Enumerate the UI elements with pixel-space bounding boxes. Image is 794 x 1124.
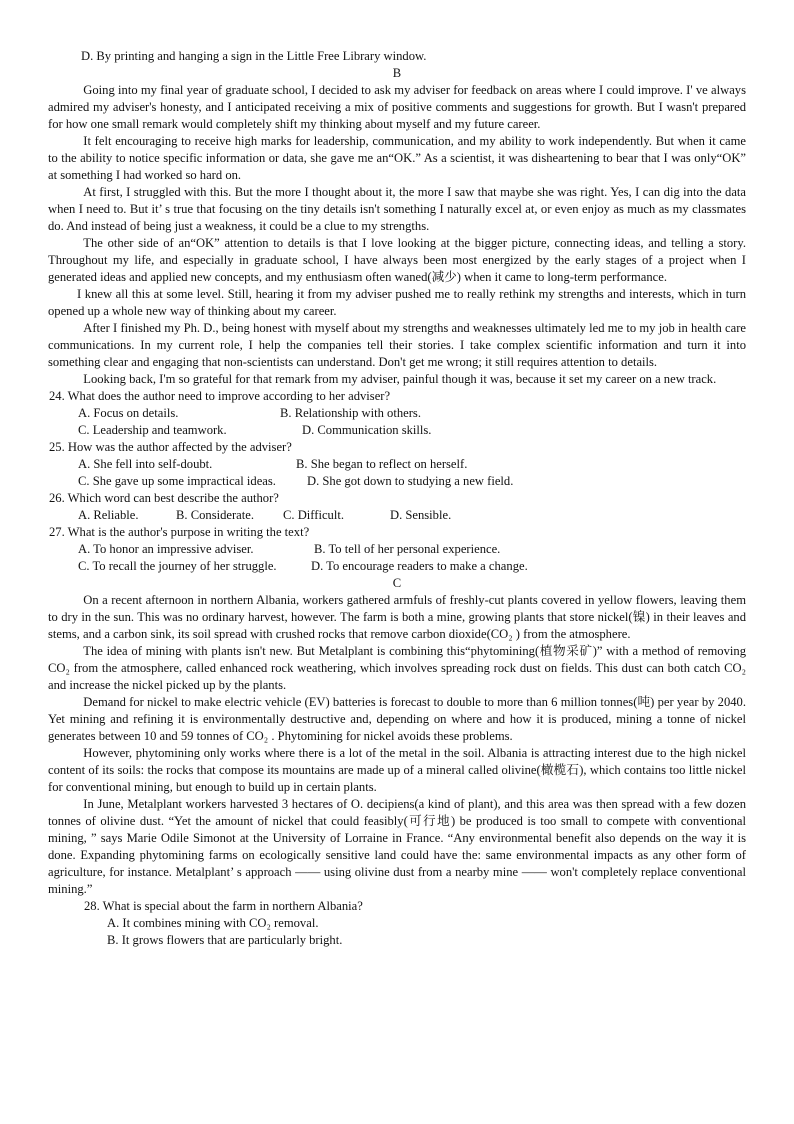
passage-c-heading: C — [392, 576, 402, 590]
passage-c-paragraph-2: The idea of mining with plants isn't new. But Metalplant is combining this“phytomining(植物采矿)” with a method of removing CO₂ from the atmosphere, called enhanced rock weathering, which involves spreading rock dust on fields. This dust can both catch CO₂ and increase the nickel picked up by the plants. — [48, 644, 746, 692]
passage-b-paragraph-1: Going into my final year of graduate school, I decided to ask my adviser for feedback on areas where I could improve. I' ve always admired my adviser's honesty, and I anticipated receiving a mix of positive comments and suggestions for growth. But I wasn't prepared for how one small remark would completely shift my thinking about myself and my future career. — [48, 83, 746, 131]
question-25 — [48, 439, 746, 490]
question-stem: 27. What is the author's purpose in writing the text? — [49, 525, 310, 539]
passage-b-paragraph-2: It felt encouraging to receive high marks for leadership, communication, and my ability to work independently. But when it came to the ability to notice specific information or data, she gave me an“OK.” As a scientist, it was disheartening to bear that I was only“OK” at something I had worked so hard on. — [48, 134, 746, 182]
question-stem: 25. How was the author affected by the adviser? — [49, 440, 292, 454]
option-a: A. To honor an impressive adviser. — [78, 542, 254, 556]
option-b: B. Considerate. — [176, 508, 254, 522]
passage-b-paragraph-7: Looking back, I'm so grateful for that remark from my adviser, painful though it was, because it set my career on a new track. — [83, 372, 717, 386]
exam-page — [48, 48, 746, 949]
passage-c-paragraph-3: Demand for nickel to make electric vehicle (EV) batteries is forecast to double to more than 6 million tonnes(吨) per year by 2040. Yet mining and refining it is environmentally destructive and, depending on where and how it is produced, mining a tonne of nickel generates between 10 and 59 tonnes of CO₂ . Phytomining for nickel avoids these problems. — [48, 695, 746, 743]
option-c: C. Difficult. — [283, 508, 344, 522]
question-27 — [48, 524, 746, 575]
passage-b-heading: B — [392, 66, 402, 80]
option-d: D. Communication skills. — [302, 423, 432, 437]
option-a: A. Reliable. — [78, 508, 139, 522]
option-a: A. Focus on details. — [78, 406, 179, 420]
passage-b-paragraph-6: After I finished my Ph. D., being honest with myself about my strengths and weaknesses ultimately led me to my job in health care communications. In my current role, I help the companies tell their stories. I take complex scientific information and turn it into something clear and engaging that non-scientists can understand. Don't get me wrong; it still requires attention to details. — [48, 321, 746, 369]
question-28 — [48, 898, 746, 949]
passage-b-paragraph-5: I knew all this at some level. Still, hearing it from my adviser pushed me to really rethink my strengths and interests, which in turn opened up a whole new way of thinking about my career. — [48, 287, 746, 318]
question-26 — [48, 490, 746, 524]
option-d: D. Sensible. — [390, 508, 452, 522]
passage-b-paragraph-4: The other side of an“OK” attention to details is that I love looking at the bigger picture, connecting ideas, and telling a story. Throughout my life, and especially in graduate school, I have always been most energized by the early stages of a project when I generated ideas and applied new concepts, and my enthusiasm often waned(减少) when it came to long-term performance. — [48, 236, 746, 284]
option-a: A. She fell into self-doubt. — [78, 457, 213, 471]
option-c: C. She gave up some impractical ideas. — [78, 474, 276, 488]
option-a: A. It combines mining with CO₂ removal. — [107, 916, 319, 930]
option-b: B. Relationship with others. — [280, 406, 421, 420]
previous-question-option-d: D. By printing and hanging a sign in the Little Free Library window. — [81, 49, 427, 63]
option-b: B. She began to reflect on herself. — [296, 457, 468, 471]
option-c: C. To recall the journey of her struggle. — [78, 559, 277, 573]
option-b: B. It grows flowers that are particularly bright. — [107, 933, 343, 947]
option-d: D. To encourage readers to make a change. — [311, 559, 528, 573]
question-24 — [48, 388, 746, 439]
option-c: C. Leadership and teamwork. — [78, 423, 227, 437]
question-stem: 28. What is special about the farm in northern Albania? — [84, 899, 363, 913]
passage-b-paragraph-3: At first, I struggled with this. But the more I thought about it, the more I saw that maybe she was right. Yes, I can dig into the data when I need to. But it’ s true that focusing on the tiny details isn't something I naturally excel at, or even enjoy as much as my classmates do. And instead of being just a weakness, it could be a clue to my strengths. — [48, 185, 746, 233]
passage-c-paragraph-1: On a recent afternoon in northern Albania, workers gathered armfuls of freshly-cut plants covered in yellow flowers, leaving them to dry in the sun. This was no ordinary harvest, however. The farm is both a mine, growing plants that store nickel(镍) in their leaves and stems, and a carbon sink, its soil spread with crushed rocks that remove carbon dioxide(CO₂ ) from the atmosphere. — [48, 593, 746, 641]
passage-c-paragraph-5: In June, Metalplant workers harvested 3 hectares of O. decipiens(a kind of plant), and this area was then spread with a few dozen tonnes of olivine dust. “Yet the amount of nickel that could feasibly(可行地) be produced is too small to compete with conventional mining, ” says Marie Odile Simonot at the University of Lorraine in France. “Any environmental benefit also depends on the way it is done. Expanding phytomining farms on ecologically sensitive land could have the: same environmental impacts as any other form of agriculture, for instance. Metalplant’ s approach —— using olivine dust from a nearby mine —— won't completely replace conventional mining.” — [48, 797, 746, 896]
question-stem: 24. What does the author need to improve according to her adviser? — [49, 389, 391, 403]
option-b: B. To tell of her personal experience. — [314, 542, 501, 556]
option-d: D. She got down to studying a new field. — [307, 474, 514, 488]
question-stem: 26. Which word can best describe the author? — [49, 491, 279, 505]
passage-c-paragraph-4: However, phytomining only works where there is a lot of the metal in the soil. Albania is attracting interest due to the high nickel content of its soils: the rocks that compose its mountains are made up of a mineral called olivine(橄榄石), which contains too little nickel for conventional mining, but enough to build up in certain plants. — [48, 746, 746, 794]
